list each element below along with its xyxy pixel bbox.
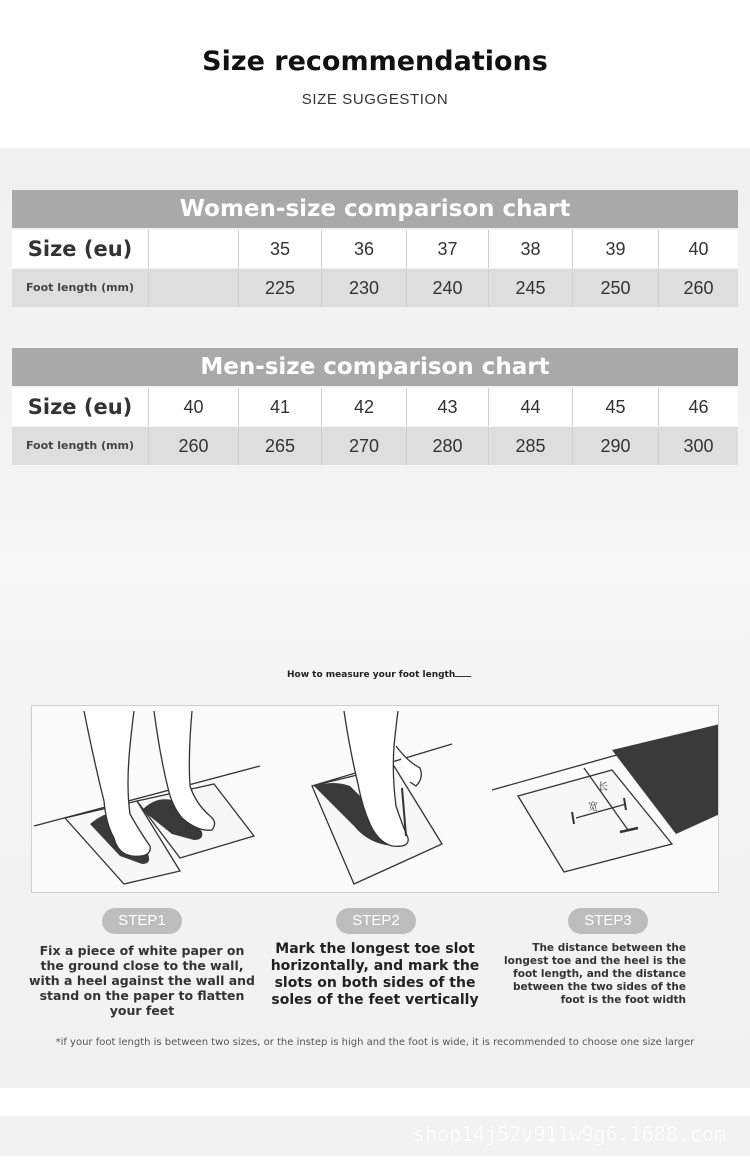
women-size-blank-cell [148,230,238,268]
men-foot-cell: 290 [572,427,658,465]
measure-illustration [31,705,719,893]
men-foot-cell: 280 [406,427,488,465]
men-size-cell: 44 [488,388,572,426]
men-size-cell: 42 [321,388,406,426]
measure-heading-rule [455,676,471,677]
measure-illustration-drawing [32,706,719,893]
shop-watermark: shop14j52v911w9g6.1688.com [412,1122,726,1146]
step3-badge: STEP3 [568,908,648,934]
men-size-row [12,388,738,426]
women-size-cell: 37 [406,230,488,268]
women-size-label: Size (eu) [27,237,133,261]
measure-heading: How to measure your foot length [287,670,456,680]
step1-badge: STEP1 [102,908,182,934]
women-size-chart [12,190,738,307]
step2-badge: STEP2 [336,908,416,934]
page-title: Size recommendations [202,46,548,77]
men-foot-cell: 265 [238,427,321,465]
men-foot-row [12,427,738,465]
men-foot-cell: 300 [658,427,738,465]
men-size-label: Size (eu) [27,395,133,419]
women-foot-cell: 260 [658,269,738,307]
step2-text: Mark the longest toe slot horizontally, and mark the slots on both sides of the soles of the feet vertically [270,941,480,1008]
width-mark-label: 宽 [588,802,598,813]
men-foot-cell: 270 [321,427,406,465]
women-size-row [12,230,738,268]
step1-illustration [34,711,260,884]
men-size-chart [12,348,738,465]
women-foot-cell: 230 [321,269,406,307]
men-foot-label: Foot length (mm) [25,439,135,452]
women-foot-cell: 240 [406,269,488,307]
step3-illustration [492,724,719,872]
step3-text: The distance between the longest toe and the heel is the foot length, and the distance between the two sides of the foot is the foot width [504,942,686,1006]
women-size-cell: 35 [238,230,321,268]
women-foot-cell: 225 [238,269,321,307]
women-chart-title: Women-size comparison chart [12,190,738,228]
women-size-cell: 40 [658,230,738,268]
women-foot-cell: 250 [572,269,658,307]
women-size-cell: 38 [488,230,572,268]
step2-illustration [312,711,452,884]
men-size-cell: 46 [658,388,738,426]
step1-text: Fix a piece of white paper on the ground close to the wall, with a heel against the wall and stand on the paper to flatten your feet [29,943,255,1018]
women-size-cell: 39 [572,230,658,268]
women-foot-row [12,269,738,307]
women-foot-blank-cell [148,269,238,307]
men-size-cell: 45 [572,388,658,426]
page-subtitle: SIZE SUGGESTION [301,91,449,108]
men-chart-title: Men-size comparison chart [12,348,738,386]
women-size-cell: 36 [321,230,406,268]
men-size-cell: 43 [406,388,488,426]
women-foot-cell: 245 [488,269,572,307]
length-mark-label: 长 [598,782,608,793]
page-header [0,0,750,148]
size-advice-note: *if your foot length is between two sizes, or the instep is high and the foot is wide, it is recommended to choose one size larger [55,1037,695,1048]
men-size-cell: 41 [238,388,321,426]
women-foot-label: Foot length (mm) [25,281,135,294]
men-foot-cell: 285 [488,427,572,465]
men-foot-cell: 260 [148,427,238,465]
men-size-cell: 40 [148,388,238,426]
